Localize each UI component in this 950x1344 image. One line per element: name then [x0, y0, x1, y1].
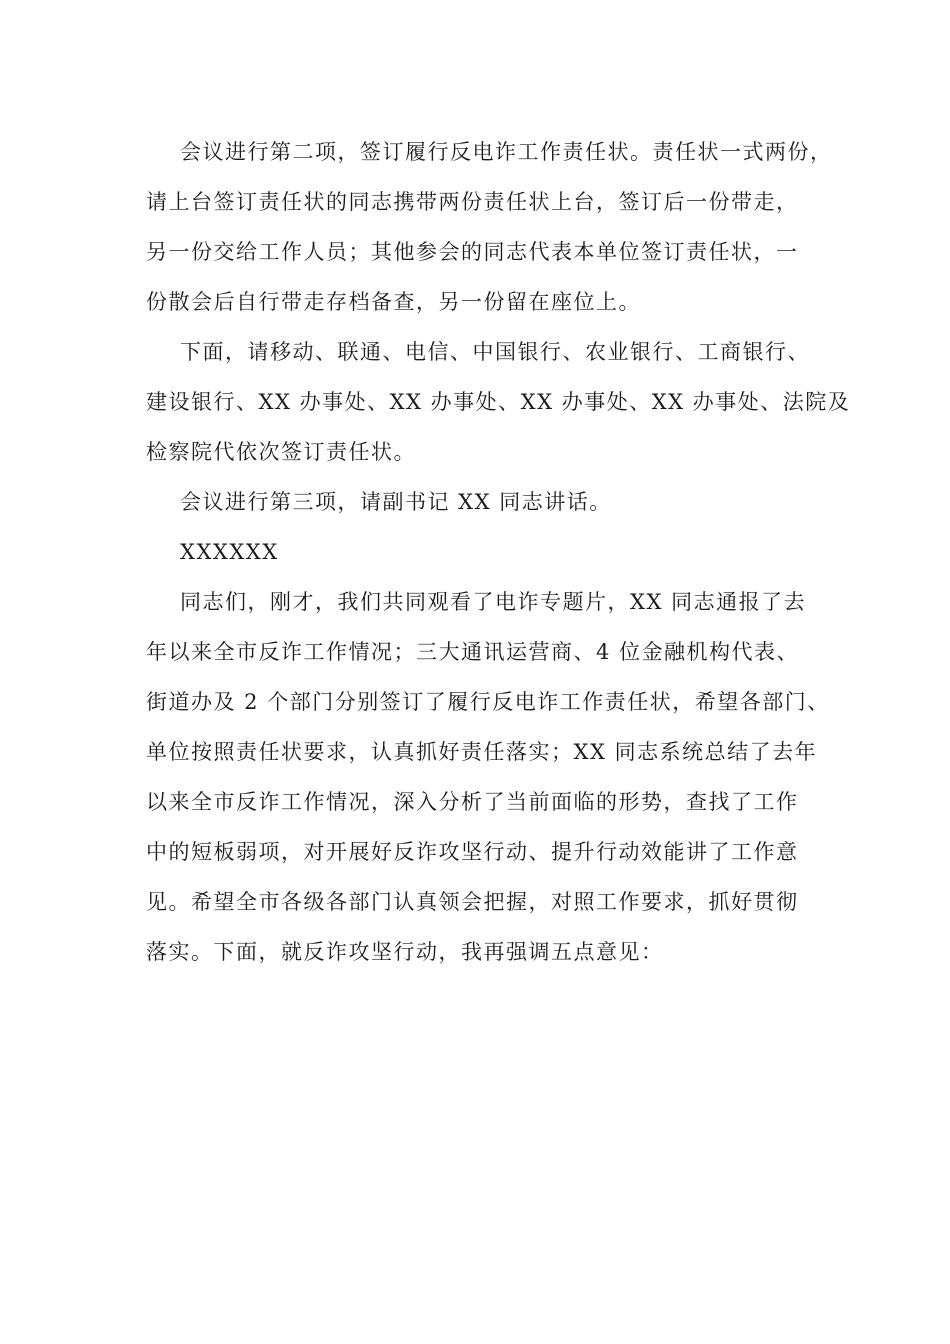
- paragraph-4-line-1: 同志们，刚才，我们共同观看了电诈专题片，XX 同志通报了去: [180, 590, 807, 614]
- paragraph-3-line-1: 会议进行第三项，请副书记 XX 同志讲话。: [180, 490, 612, 514]
- paragraph-1-line-3: 另一份交给工作人员；其他参会的同志代表本单位签订责任状，一: [146, 240, 799, 264]
- speaker-heading: XXXXXX: [180, 540, 279, 564]
- paragraph-1-line-4: 份散会后自行带走存档备查，另一份留在座位上。: [146, 290, 641, 314]
- paragraph-1-line-2: 请上台签订责任状的同志携带两份责任状上台，签订后一份带走，: [146, 190, 799, 214]
- paragraph-4-line-3: 街道办及 2 个部门分别签订了履行反电诈工作责任状，希望各部门、: [146, 690, 830, 714]
- paragraph-2-line-2: 建设银行、XX 办事处、XX 办事处、XX 办事处、XX 办事处、法院及: [146, 390, 851, 414]
- paragraph-4-line-4: 单位按照责任状要求，认真抓好责任落实；XX 同志系统总结了去年: [146, 740, 818, 764]
- paragraph-4-line-5: 以来全市反诈工作情况，深入分析了当前面临的形势，查找了工作: [146, 790, 799, 814]
- paragraph-2-line-1: 下面，请移动、联通、电信、中国银行、农业银行、工商银行、: [180, 340, 810, 364]
- paragraph-4-line-7: 见。希望全市各级各部门认真领会把握，对照工作要求，抓好贯彻: [146, 890, 799, 914]
- paragraph-1-line-1: 会议进行第二项，签订履行反电诈工作责任状。责任状一式两份，: [180, 140, 833, 164]
- paragraph-4-line-2: 年以来全市反诈工作情况；三大通讯运营商、4 位金融机构代表、: [146, 640, 800, 664]
- paragraph-4-line-6: 中的短板弱项，对开展好反诈攻坚行动、提升行动效能讲了工作意: [146, 840, 799, 864]
- paragraph-4-line-8: 落实。下面，就反诈攻坚行动，我再强调五点意见：: [146, 940, 664, 964]
- paragraph-2-line-3: 检察院代依次签订责任状。: [146, 440, 416, 464]
